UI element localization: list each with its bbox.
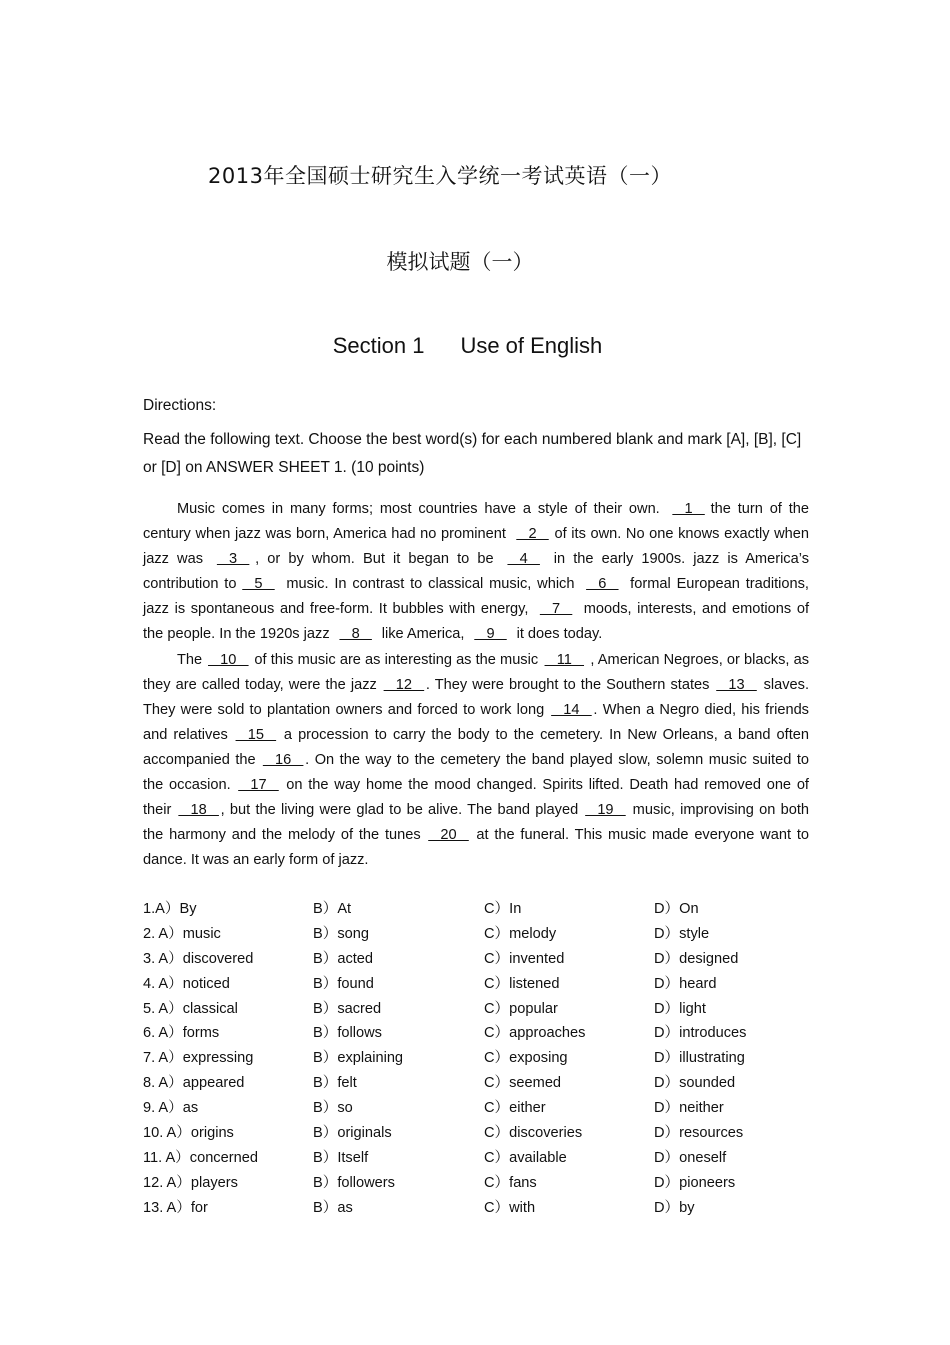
answer-option: C）seemed	[484, 1075, 562, 1092]
passage-text: music. In contrast to classical music, which	[280, 576, 581, 593]
question-row	[143, 1021, 823, 1046]
blank-16: 16	[262, 751, 304, 768]
answer-option: B）explaining	[313, 1050, 404, 1067]
question-row	[143, 1046, 823, 1071]
answer-option: B）follows	[313, 1025, 382, 1042]
answer-option: D）style	[654, 925, 710, 942]
passage-text: at the funeral. This music made everyone want to dance. It was an early form of jazz.	[143, 827, 809, 869]
exam-title: 2013年全国硕士研究生入学统一考试英语（一）	[208, 164, 672, 188]
exam-subtitle: 模拟试题（一）	[386, 250, 534, 274]
blank-1: 1	[672, 501, 705, 517]
blank-19: 19	[585, 802, 626, 819]
passage-text: , or by whom. But it began to be	[255, 551, 502, 568]
passage-text: . They were brought to the Southern states	[425, 676, 715, 693]
answer-option: C）either	[484, 1100, 546, 1117]
answer-option: 10. A）origins	[143, 1125, 234, 1142]
question-row	[143, 1171, 823, 1196]
answer-option: 5. A）classical	[143, 1000, 238, 1017]
question-row	[143, 1146, 823, 1171]
answer-option: C）fans	[484, 1174, 537, 1191]
answer-option: 4. A）noticed	[143, 975, 230, 992]
directions-text: Read the following text. Choose the best word(s) for each numbered blank and mark [A], [B], [C] or [D] on ANSWER SHEET 1. (10 points)	[143, 431, 802, 476]
answer-option: 13. A）for	[143, 1199, 208, 1216]
blank-15: 15	[235, 726, 277, 743]
section-heading	[0, 333, 935, 359]
cloze-passage	[143, 497, 809, 873]
answer-option: 2. A）music	[143, 925, 221, 942]
answer-option: B）At	[313, 901, 352, 917]
passage-text: of this music are as interesting as the music	[250, 651, 543, 668]
blank-18: 18	[178, 802, 219, 819]
answer-option: B）sacred	[313, 1000, 382, 1017]
blank-4: 4	[507, 551, 540, 568]
question-row	[143, 1196, 823, 1221]
answer-option: D）sounded	[654, 1075, 736, 1092]
passage-text: slaves. They were sold to plantation owners and forced to work long	[143, 676, 809, 718]
blank-6: 6	[586, 576, 619, 593]
answer-option: B）found	[313, 975, 374, 992]
answer-option: 9. A）as	[143, 1100, 199, 1117]
passage-text: like America,	[377, 626, 469, 643]
answer-option: C）with	[484, 1199, 536, 1216]
blank-14: 14	[551, 701, 592, 718]
answer-option: D）On	[654, 901, 699, 917]
question-row	[143, 1071, 823, 1096]
question-row	[143, 897, 823, 922]
passage-text: a procession to carry the body to the cemetery. In New Orleans, a band often accompanied the	[143, 726, 809, 768]
answer-option: D）oneself	[654, 1149, 727, 1166]
answer-option: C）approaches	[484, 1025, 586, 1042]
passage-text: . When a Negro died, his friends and relatives	[143, 701, 809, 743]
answer-option: B）followers	[313, 1174, 395, 1191]
answer-option: B）so	[313, 1100, 353, 1117]
answer-option: B）Itself	[313, 1149, 369, 1166]
answer-option: D）neither	[654, 1100, 724, 1117]
answer-option: C）exposing	[484, 1050, 568, 1067]
passage-text: in the early 1900s. jazz is America’s contribution to	[143, 551, 810, 593]
question-row	[143, 922, 823, 947]
blank-10: 10	[208, 651, 249, 668]
passage-text: formal European traditions, jazz is spontaneous and free-form. It bubbles with energy,	[143, 576, 809, 618]
answer-option: C）available	[484, 1149, 567, 1166]
question-row	[143, 947, 823, 972]
answer-option: C）invented	[484, 950, 565, 967]
answer-option: C）popular	[484, 1000, 558, 1017]
blank-12: 12	[383, 676, 425, 693]
answer-option: D）pioneers	[654, 1174, 736, 1191]
passage-text: of its own. No one knows exactly when jazz was	[143, 526, 809, 568]
answer-option: B）as	[313, 1199, 353, 1216]
answer-option: D）heard	[654, 975, 717, 992]
blank-13: 13	[716, 676, 757, 693]
blank-17: 17	[238, 777, 279, 794]
answer-option: 11. A）concerned	[143, 1149, 258, 1166]
passage-text: , but the living were glad to be alive. The band played	[220, 802, 584, 819]
passage-paragraph-1	[143, 497, 809, 648]
answer-option: D）resources	[654, 1125, 744, 1142]
passage-text: Music comes in many forms; most countries have a style of their own.	[177, 501, 667, 517]
answer-option: D）illustrating	[654, 1050, 745, 1067]
answer-option: 7. A）expressing	[143, 1050, 254, 1067]
answer-option: D）by	[654, 1199, 695, 1216]
passage-text: the turn of the century when jazz was born, America had no prominent	[143, 501, 809, 543]
blank-7: 7	[539, 601, 573, 618]
passage-text: , American Negroes, or blacks, as they are called today, were the jazz	[143, 651, 810, 693]
blank-20: 20	[428, 827, 469, 844]
passage-text: it does today.	[512, 626, 603, 643]
answer-option: B）acted	[313, 950, 374, 967]
blank-2: 2	[516, 526, 549, 543]
blank-9: 9	[474, 626, 507, 643]
blank-8: 8	[339, 626, 372, 643]
question-row	[143, 997, 823, 1022]
blank-5: 5	[242, 576, 275, 593]
question-row	[143, 1121, 823, 1146]
passage-paragraph-2	[143, 648, 809, 874]
passage-text: moods, interests, and emotions of the people. In the 1920s jazz	[143, 601, 810, 643]
answer-option: 6. A）forms	[143, 1025, 220, 1042]
blank-11: 11	[544, 651, 585, 668]
answer-option: D）introduces	[654, 1025, 747, 1042]
answer-options	[143, 897, 823, 1221]
answer-option: B）originals	[313, 1125, 392, 1142]
answer-option: 12. A）players	[143, 1174, 238, 1191]
answer-option: C）discoveries	[484, 1125, 583, 1142]
passage-text: on the way home the mood changed. Spirits lifted. Death had removed one of their	[143, 777, 809, 819]
passage-text: music, improvising on both the harmony and the melody of the tunes	[143, 802, 809, 844]
blank-3: 3	[216, 551, 250, 568]
passage-text: The	[177, 651, 207, 668]
answer-option: 3. A）discovered	[143, 950, 254, 967]
answer-option: C）melody	[484, 925, 557, 942]
passage-text: . On the way to the cemetery the band played slow, solemn music suited to the occasion.	[143, 751, 809, 794]
answer-option: 8. A）appeared	[143, 1075, 245, 1092]
answer-option: C）In	[484, 901, 522, 917]
answer-option: 1.A）By	[143, 901, 197, 917]
answer-option: D）light	[654, 1000, 706, 1017]
question-row	[143, 972, 823, 997]
section-name: Use of English	[460, 333, 603, 358]
answer-option: D）designed	[654, 950, 739, 967]
question-row	[143, 1096, 823, 1121]
answer-option: B）song	[313, 925, 369, 942]
section-number: Section 1	[332, 333, 425, 358]
answer-option: B）felt	[313, 1075, 357, 1092]
directions-heading: Directions:	[143, 397, 217, 414]
answer-option: C）listened	[484, 975, 560, 992]
